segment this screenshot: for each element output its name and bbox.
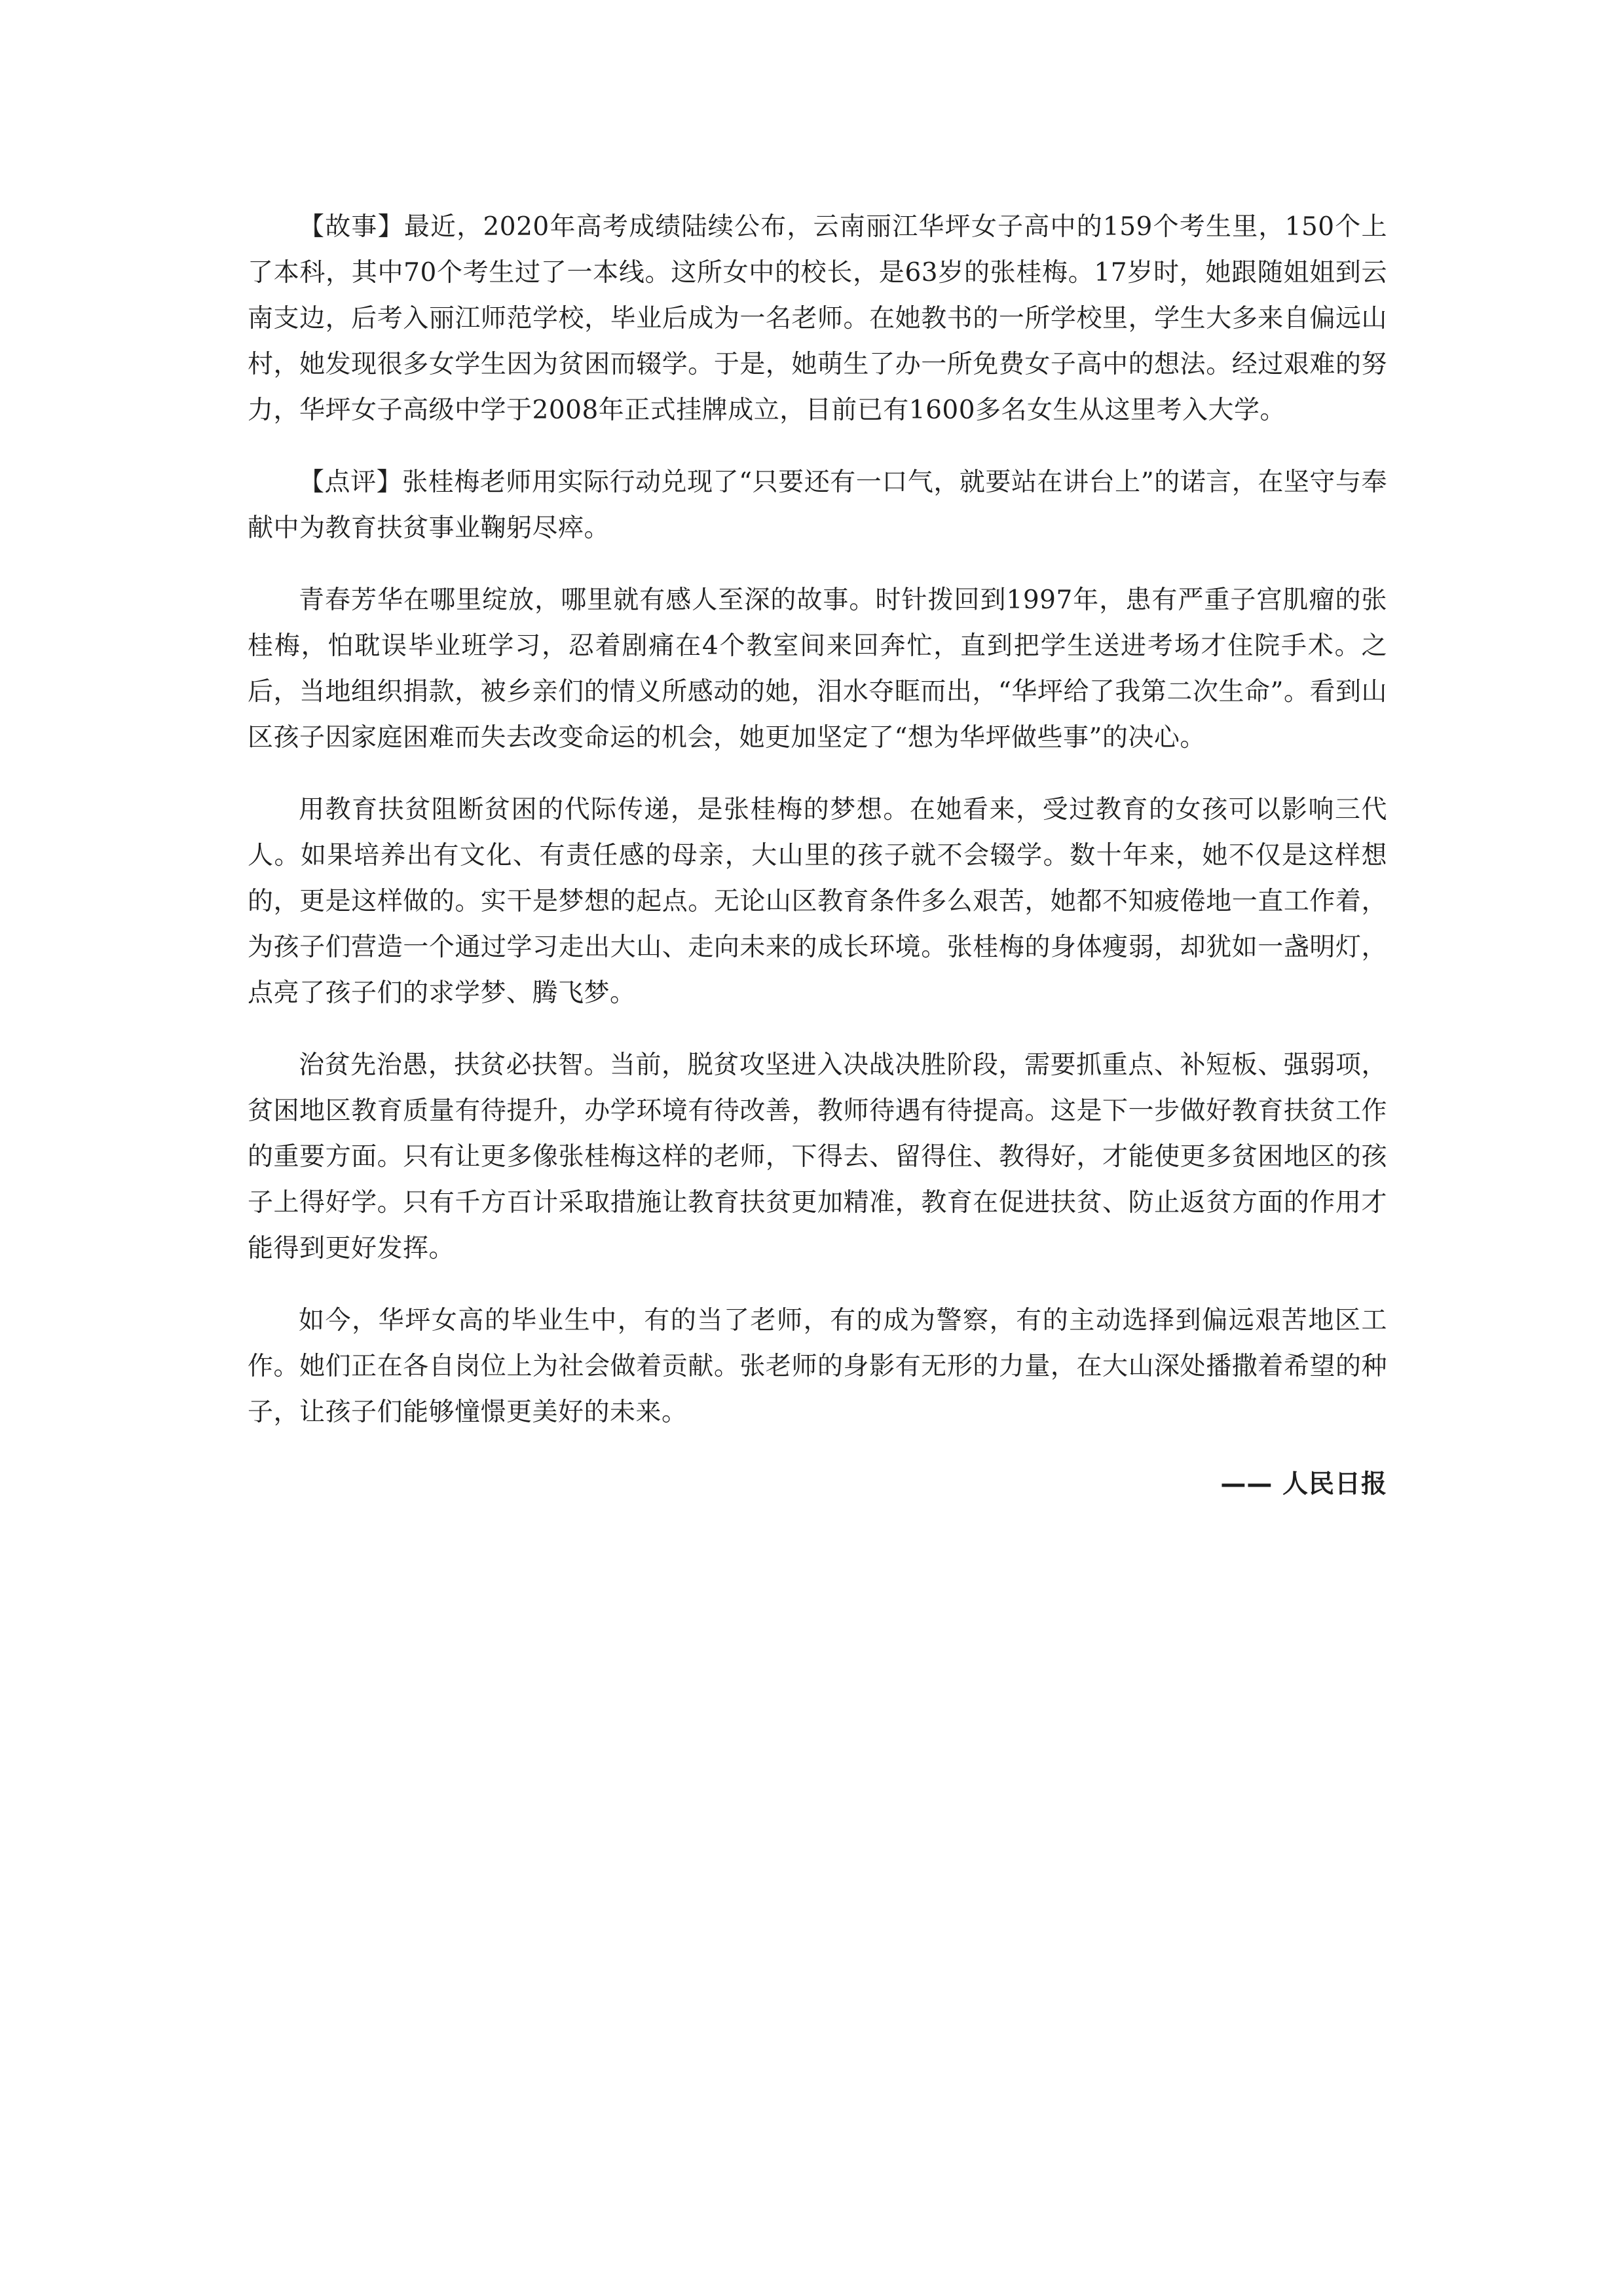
paragraph-story: 【故事】最近，2020年高考成绩陆续公布，云南丽江华坪女子高中的159个考生里，150个上了本科，其中70个考生过了一本线。这所女中的校长，是63岁的张桂梅。17岁时，她跟随姐姐到云南支边，后考入丽江师范学校，毕业后成为一名老师。在她教书的一所学校里，学生大多来自偏远山村，她发现很多女学生因为贫困而辍学。于是，她萌生了办一所免费女子高中的想法。经过艰难的努力，华坪女子高级中学于2008年正式挂牌成立，目前已有1600多名女生从这里考入大学。 (248, 212, 1387, 425)
paragraph-youth: 青春芳华在哪里绽放，哪里就有感人至深的故事。时针拨回到1997年，患有严重子宫肌瘤的张桂梅，怕耽误毕业班学习，忍着剧痛在4个教室间来回奔忙，直到把学生送进考场才住院手术。之后，当地组织捐款，被乡亲们的情义所感动的她，泪水夺眶而出，“华坪给了我第二次生命”。看到山区孩子因家庭困难而失去改变命运的机会，她更加坚定了“想为华坪做些事”的决心。 (248, 585, 1387, 752)
source-attribution: —— 人民日报 (1220, 1470, 1387, 1499)
paragraph-comment: 【点评】张桂梅老师用实际行动兑现了“只要还有一口气，就要站在讲台上”的诺言，在坚守与奉献中为教育扶贫事业鞠躬尽瘁。 (248, 468, 1387, 543)
document-page (248, 204, 1387, 1508)
paragraph-dream: 用教育扶贫阻断贫困的代际传递，是张桂梅的梦想。在她看来，受过教育的女孩可以影响三代人。如果培养出有文化、有责任感的母亲，大山里的孩子就不会辍学。数十年来，她不仅是这样想的，更是这样做的。实干是梦想的起点。无论山区教育条件多么艰苦，她都不知疲倦地一直工作着，为孩子们营造一个通过学习走出大山、走向未来的成长环境。张桂梅的身体瘦弱，却犹如一盏明灯，点亮了孩子们的求学梦、腾飞梦。 (248, 795, 1387, 1008)
paragraph-graduates: 如今，华坪女高的毕业生中，有的当了老师，有的成为警察，有的主动选择到偏远艰苦地区工作。她们正在各自岗位上为社会做着贡献。张老师的身影有无形的力量，在大山深处播撒着希望的种子，让孩子们能够憧憬更美好的未来。 (248, 1306, 1387, 1427)
paragraph-poverty: 治贫先治愚，扶贫必扶智。当前，脱贫攻坚进入决战决胜阶段，需要抓重点、补短板、强弱项，贫困地区教育质量有待提升，办学环境有待改善，教师待遇有待提高。这是下一步做好教育扶贫工作的重要方面。只有让更多像张桂梅这样的老师，下得去、留得住、教得好，才能使更多贫困地区的孩子上得好学。只有千方百计采取措施让教育扶贫更加精准，教育在促进扶贫、防止返贫方面的作用才能得到更好发挥。 (248, 1050, 1387, 1263)
